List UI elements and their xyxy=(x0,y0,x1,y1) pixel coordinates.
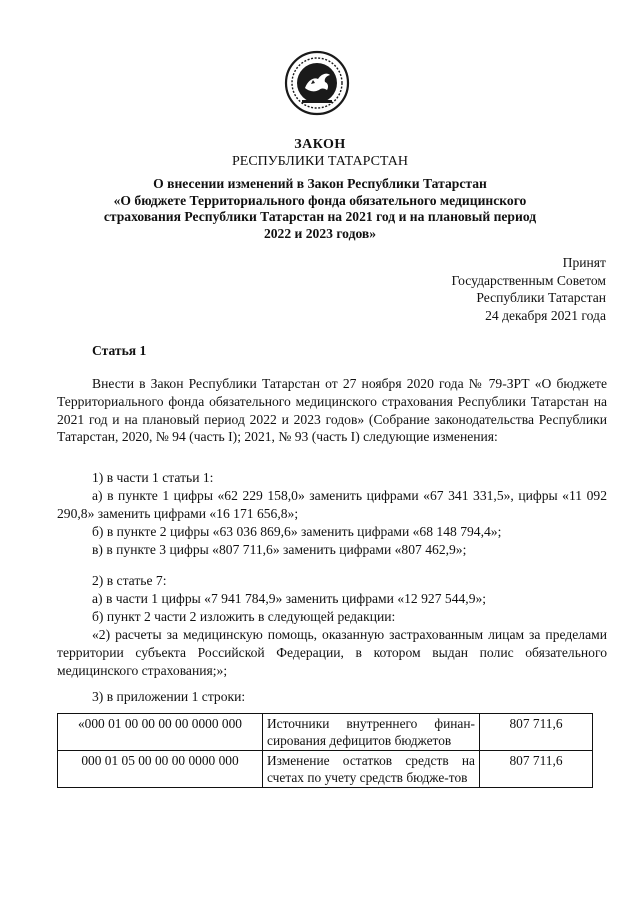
law-about xyxy=(0,176,640,242)
law-about-line: «О бюджете Территориального фонда обязательного медицинского xyxy=(113,192,527,208)
point-1-a: а) в пункте 1 цифры «62 229 158,0» заменить цифрами «67 341 331,5», цифры «11 092 290,8» заменить цифрами «16 171 656,8»; xyxy=(57,488,607,521)
adopted-line: Республики Татарстан xyxy=(476,290,606,305)
table-row xyxy=(58,751,593,788)
adopted-line: Государственным Советом xyxy=(451,272,606,288)
table-cell-code: 000 01 05 00 00 00 0000 000 xyxy=(58,751,263,788)
point-1-c: в) в пункте 3 цифры «807 711,6» заменить цифрами «807 462,9»; xyxy=(92,542,467,557)
budget-table xyxy=(57,713,593,788)
point-2-b: б) пункт 2 части 2 изложить в следующей редакции: xyxy=(92,609,396,624)
law-about-line: 2022 и 2023 годов» xyxy=(263,225,377,241)
law-about-line: страхования Республики Татарстан на 2021 год и на плановый период xyxy=(103,209,537,224)
table-cell-value: 807 711,6 xyxy=(480,751,593,788)
point-2-quote: «2) расчеты за медицинскую помощь, оказанную застрахованным лицам за пределами территории субъекта Российской Федерации, в котором выдан полис обязательного медицинского страхования;»; xyxy=(57,627,607,678)
table-row xyxy=(58,714,593,751)
point-2-heading: 2) в статье 7: xyxy=(92,573,167,588)
article-intro: Внести в Закон Республики Татарстан от 27 ноября 2020 года № 79-ЗРТ «О бюджете Территориального фонда обязательного медицинского страхования Республики Татарстан на 2021 год и на плановый период 2022 и 2023 годов» (Собрание законодательства Республики Татарстан, 2020, № 94 (часть I); 2021, № 93 (часть I) следующие изменения: xyxy=(57,376,607,445)
tatarstan-emblem-icon xyxy=(284,50,350,116)
table-cell-value: 807 711,6 xyxy=(480,714,593,751)
law-title: ЗАКОН xyxy=(294,137,346,152)
table-cell-name: Источники внутреннего финан-сирования дефицитов бюджетов xyxy=(263,714,480,751)
point-1-heading: 1) в части 1 статьи 1: xyxy=(92,470,214,485)
law-about-line: О внесении изменений в Закон Республики Татарстан xyxy=(153,176,487,191)
article-heading: Статья 1 xyxy=(92,343,147,358)
table-cell-name: Изменение остатков средств на счетах по учету средств бюдже-тов xyxy=(263,751,480,788)
adopted-date: 24 декабря 2021 года xyxy=(485,307,606,323)
table-cell-code: «000 01 00 00 00 00 0000 000 xyxy=(58,714,263,751)
adopted-line: Принят xyxy=(562,255,606,270)
law-subtitle: РЕСПУБЛИКИ ТАТАРСТАН xyxy=(231,154,408,169)
point-1-b: б) в пункте 2 цифры «63 036 869,6» заменить цифрами «68 148 794,4»; xyxy=(92,524,502,539)
adopted-block xyxy=(451,254,606,324)
point-2-a: а) в части 1 цифры «7 941 784,9» заменить цифрами «12 927 544,9»; xyxy=(92,591,487,606)
point-3-heading: 3) в приложении 1 строки: xyxy=(92,689,246,704)
